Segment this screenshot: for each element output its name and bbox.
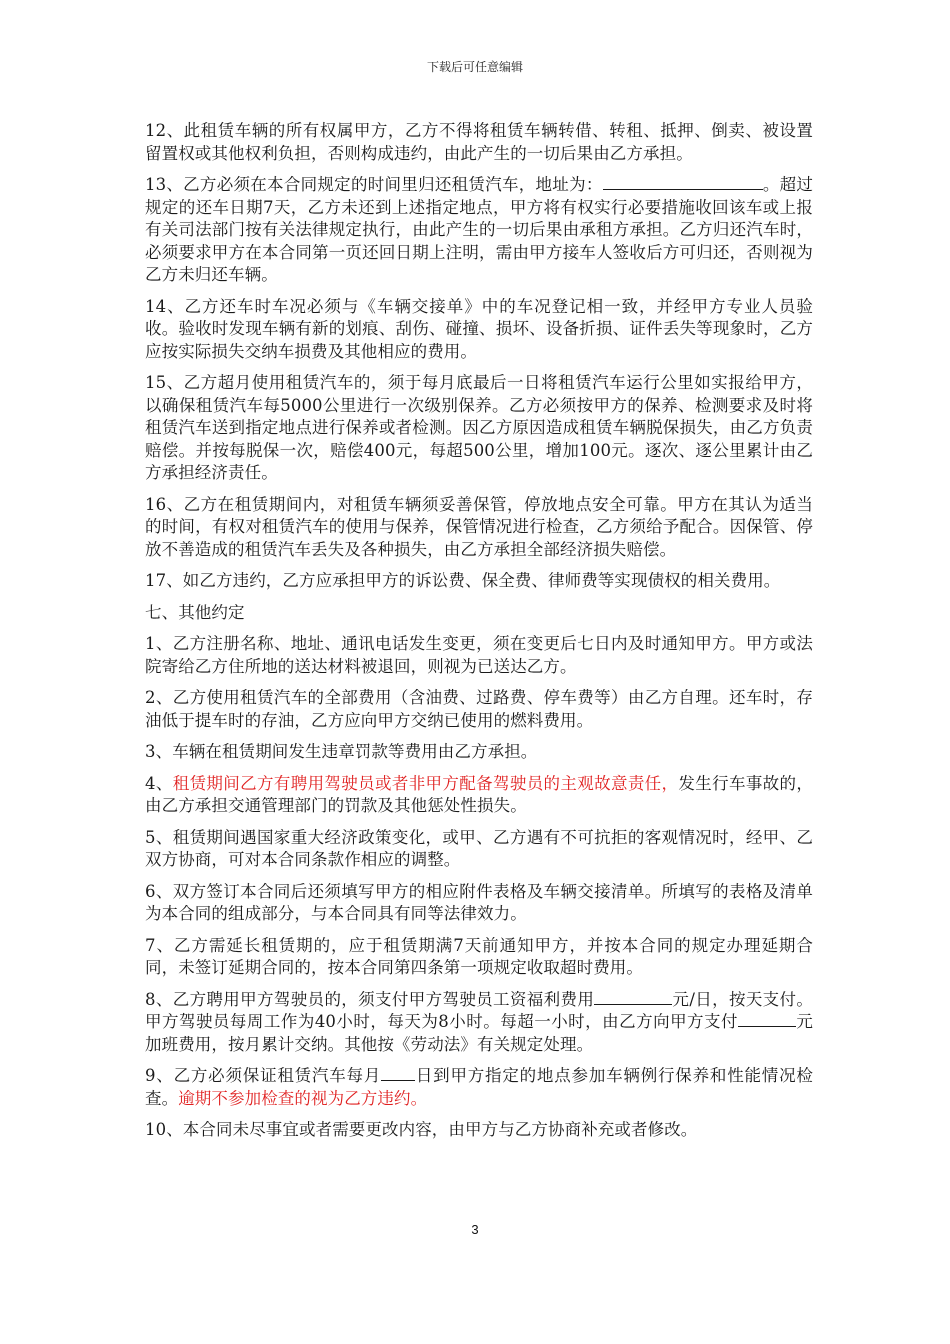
page-header: 下载后可任意编辑: [426, 60, 523, 74]
section-heading-7: [145, 602, 813, 625]
clause-text: 5、租赁期间遇国家重大经济政策变化，或甲、乙方遇有不可抗拒的客观情况时，经甲、乙双方协商，可对本合同条款作相应的调整。: [145, 827, 813, 869]
section-title: 七、其他约定: [145, 602, 245, 622]
clause-text: 7、乙方需延长租赁期的，应于租赁期满7天前通知甲方，并按本合同的规定办理延期合同，未签订延期合同的，按本合同第四条第一项规定收取超时费用。: [145, 935, 813, 977]
clause-text: 15、乙方超月使用租赁汽车的，须于每月底最后一日将租赁汽车运行公里如实报给甲方，以确保租赁汽车每5000公里进行一次级别保养。乙方必须按甲方的保养、检测要求及时将租赁汽车送到指定地点进行保养或者检测。因乙方原因造成租赁车辆脱保损失，由乙方负责赔偿。并按每脱保一次，赔偿400元，每超500公里，增加100元。逐次、逐公里累计由乙方承担经济责任。: [145, 373, 813, 482]
address-blank: [603, 174, 763, 190]
clause-text: 3、车辆在租赁期间发生违章罚款等费用由乙方承担。: [145, 742, 538, 761]
other-clause-4: [145, 773, 813, 818]
clause-15: [145, 372, 813, 485]
clause-text: 8、乙方聘用甲方驾驶员的，须支付甲方驾驶员工资福利费用: [145, 989, 595, 1009]
clause-text: 6、双方签订本合同后还须填写甲方的相应附件表格及车辆交接清单。所填写的表格及清单为本合同的组成部分，与本合同具有同等法律效力。: [145, 881, 813, 923]
clause-text: 4、: [145, 773, 173, 793]
other-clause-1: [145, 633, 813, 678]
clause-16: [145, 494, 813, 562]
clause-14: [145, 296, 813, 364]
clause-text: 1、乙方注册名称、地址、通讯电话发生变更，须在变更后七日内及时通知甲方。甲方或法院寄给乙方住所地的送达材料被退回，则视为已送达乙方。: [145, 634, 813, 676]
clause-text: 9、乙方必须保证租赁汽车每月: [145, 1066, 382, 1085]
clause-text: 14、乙方还车时车况必须与《车辆交接单》中的车况登记相一致，并经甲方专业人员验收。验收时发现车辆有新的划痕、刮伤、碰撞、损坏、设备折损、证件丢失等现象时，乙方应按实际损失交纳车损费及其他相应的费用。: [145, 296, 813, 361]
clause-text: 10、本合同未尽事宜或者需要更改内容，由甲方与乙方协商补充或者修改。: [145, 1120, 698, 1139]
other-clause-3: [145, 741, 813, 764]
day-blank: [381, 1065, 415, 1081]
clause-text: 元/日，按天支付。甲方驾驶员每周工作为40小时，每天为8小时。每超一小时，由乙方向甲方支付: [145, 989, 813, 1031]
clause-17: [145, 570, 813, 593]
clause-text: 元加班费用，按月累计交纳。其他按《劳动法》有关规定处理。: [145, 1012, 813, 1054]
clause-13: [145, 174, 813, 287]
other-clause-9: [145, 1065, 813, 1110]
other-clause-5: [145, 827, 813, 872]
clause-text: 12、此租赁车辆的所有权属甲方，乙方不得将租赁车辆转借、转租、抵押、倒卖、被设置留置权或其他权利负担，否则构成违约，由此产生的一切后果由乙方承担。: [145, 121, 813, 163]
clause-text: 16、乙方在租赁期间内，对租赁车辆须妥善保管，停放地点安全可靠。甲方在其认为适当的时间，有权对租赁汽车的使用与保养，保管情况进行检查，乙方须给予配合。因保管、停放不善造成的租赁汽车丢失及各种损失，由乙方承担全部经济损失赔偿。: [145, 494, 813, 559]
page-number: 3: [471, 1222, 479, 1237]
overtime-fee-blank: [738, 1011, 796, 1027]
clause-text: 日到甲方指定的地点参加车辆例行保养和性能情况检查。: [145, 1066, 813, 1108]
highlighted-text: 逾期不参加检查的视为乙方违约。: [178, 1088, 428, 1108]
document-body: [145, 120, 813, 1151]
clause-12: [145, 120, 813, 165]
other-clause-2: [145, 687, 813, 732]
clause-text: 。超过规定的还车日期7天，乙方未还到上述指定地点，甲方将有权实行必要措施收回该车或上报有关司法部门按有关法律规定执行，由此产生的一切后果由承租方承担。乙方归还汽车时，必须要求甲方在本合同第一页还回日期上注明，需由甲方接车人签收后方可归还，否则视为乙方未归还车辆。: [145, 175, 813, 284]
other-clause-8: [145, 989, 813, 1057]
clause-text: 发生行车事故的，由乙方承担交通管理部门的罚款及其他惩处性损失。: [145, 773, 813, 815]
other-clause-7: [145, 935, 813, 980]
other-clause-6: [145, 881, 813, 926]
clause-text: 17、如乙方违约，乙方应承担甲方的诉讼费、保全费、律师费等实现债权的相关费用。: [145, 571, 781, 590]
highlighted-text: 租赁期间乙方有聘用驾驶员或者非甲方配备驾驶员的主观故意责任，: [172, 773, 679, 793]
other-clause-10: [145, 1119, 813, 1142]
daily-wage-blank: [594, 989, 672, 1005]
clause-text: 2、乙方使用租赁汽车的全部费用（含油费、过路费、停车费等）由乙方自理。还车时，存油低于提车时的存油，乙方应向甲方交纳已使用的燃料费用。: [145, 688, 813, 730]
clause-text: 13、乙方必须在本合同规定的时间里归还租赁汽车，地址为：: [145, 175, 603, 194]
